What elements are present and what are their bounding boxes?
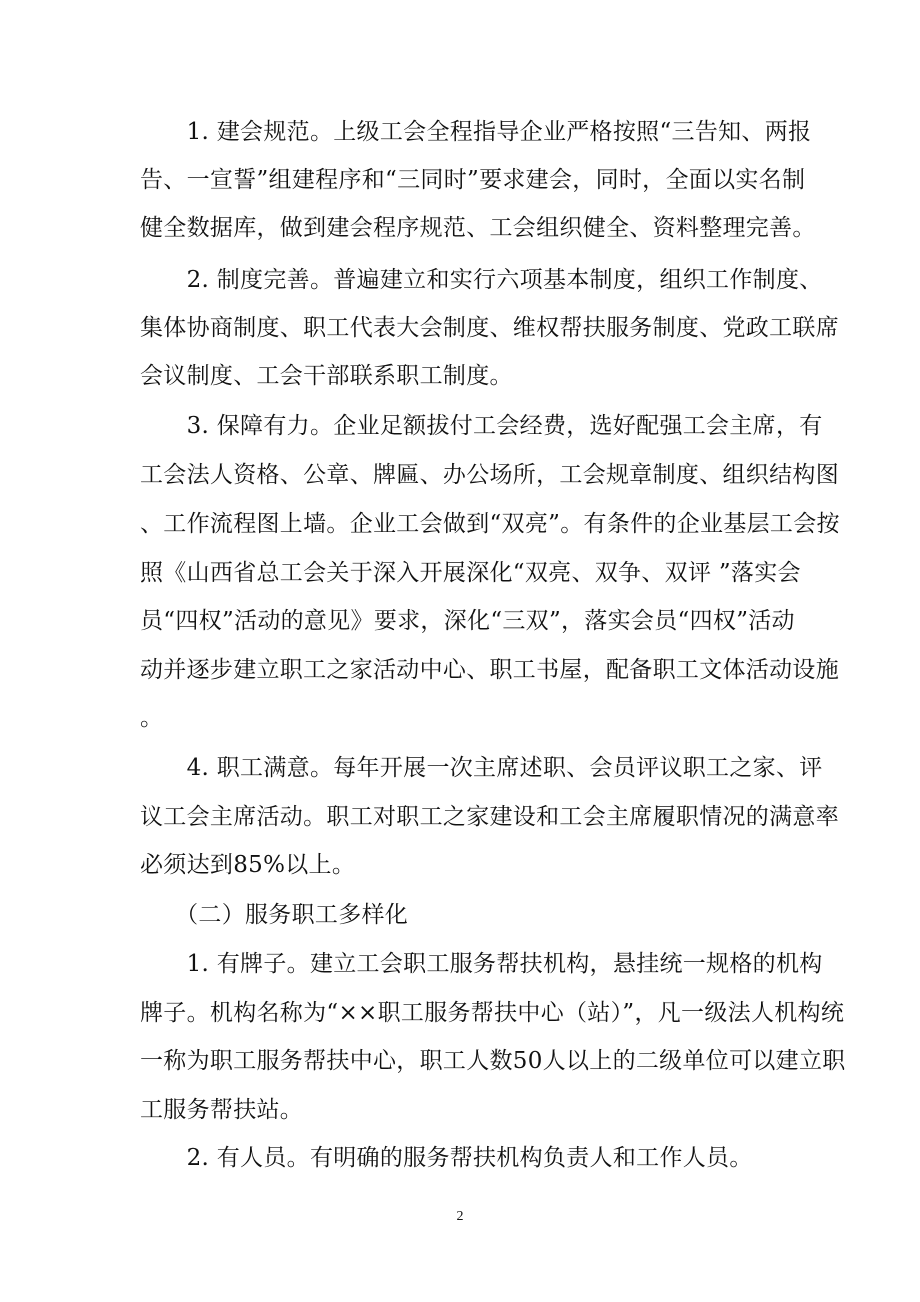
text-line-1: 1. 建会规范。上级工会全程指导企业严格按照“三告知、两报	[140, 119, 812, 145]
text-line-11: 员“四权”活动的意见》要求，深化“三双”，落实会员“四权”活动	[140, 608, 795, 634]
text-line-22: 2. 有人员。有明确的服务帮扶机构负责人和工作人员。	[140, 1145, 753, 1171]
text-line-10: 照《山西省总工会关于深入开展深化“双亮、双争、双评 ”落实会	[140, 560, 801, 586]
text-line-3: 健全数据库，做到建会程序规范、工会组织健全、资料整理完善。	[140, 215, 816, 241]
section-heading: （二）服务职工多样化	[140, 902, 409, 928]
text-line-6: 会议制度、工会干部联系职工制度。	[140, 363, 513, 389]
text-line-20: 一称为职工服务帮扶中心，职工人数50人以上的二级单位可以建立职	[140, 1048, 846, 1074]
text-line-18: 1. 有牌子。建立工会职工服务帮扶机构，悬挂统一规格的机构	[140, 951, 823, 977]
text-line-21: 工服务帮扶站。	[140, 1097, 304, 1123]
text-line-13: 。	[140, 705, 164, 731]
text-line-15: 议工会主席活动。职工对职工之家建设和工会主席履职情况的满意率	[140, 804, 839, 830]
text-line-12: 动并逐步建立职工之家活动中心、职工书屋，配备职工文体活动设施	[140, 657, 839, 683]
text-line-4: 2. 制度完善。普遍建立和实行六项基本制度，组织工作制度、	[140, 267, 823, 293]
text-line-19: 牌子。机构名称为“××职工服务帮扶中心（站）”，凡一级法人机构统	[140, 1000, 845, 1026]
page-number: 2	[456, 1209, 464, 1224]
text-line-14: 4. 职工满意。每年开展一次主席述职、会员评议职工之家、评	[140, 755, 823, 781]
text-line-7: 3. 保障有力。企业足额拔付工会经费，选好配强工会主席，有	[140, 413, 823, 439]
text-line-2: 告、一宣誓”组建程序和“三同时”要求建会，同时，全面以实名制	[140, 167, 806, 193]
text-line-5: 集体协商制度、职工代表大会制度、维权帮扶服务制度、党政工联席	[140, 315, 839, 341]
text-line-9: 、工作流程图上墙。企业工会做到“双亮”。有条件的企业基层工会按	[140, 511, 840, 537]
text-line-16: 必须达到85%以上。	[140, 852, 356, 878]
text-line-8: 工会法人资格、公章、牌匾、办公场所，工会规章制度、组织结构图	[140, 462, 839, 488]
